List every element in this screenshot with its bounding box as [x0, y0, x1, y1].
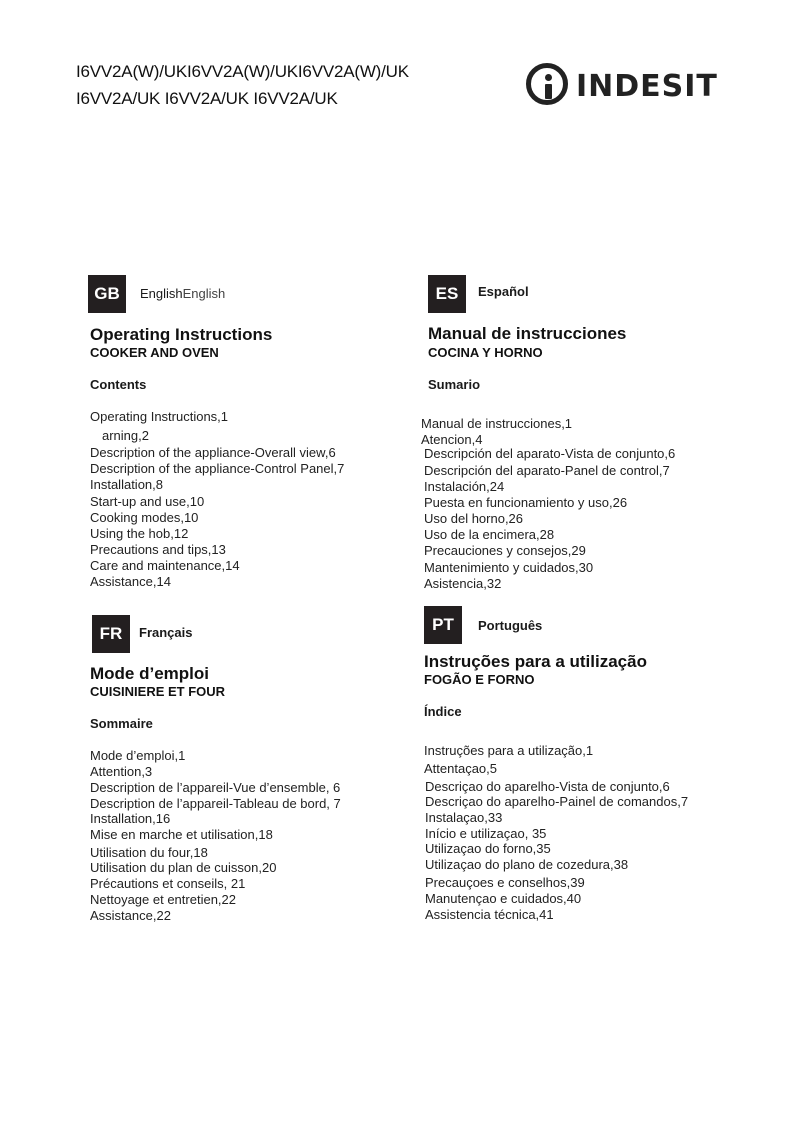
pt-title: Instruções para a utilização — [424, 652, 647, 671]
es-toc-item: Asistencia,32 — [424, 576, 502, 591]
pt-badge: PT — [424, 606, 462, 644]
fr-toc-item: Description de l’appareil-Vue d’ensemble, 6 — [90, 780, 341, 795]
gb-toc-item: arning,2 — [102, 428, 149, 443]
fr-toc-item: Description de l’appareil-Tableau de bord, 7 — [90, 796, 341, 811]
es-toc-item: Mantenimiento y cuidados,30 — [424, 560, 594, 575]
es-toc-item: Descripción del aparato-Vista de conjunto,6 — [424, 446, 676, 461]
es-contents-heading: Sumario — [428, 377, 481, 392]
gb-toc-item: Start-up and use,10 — [90, 494, 205, 509]
gb-toc-item: Cooking modes,10 — [90, 510, 199, 525]
es-toc-item: Puesta en funcionamiento y uso,26 — [424, 495, 628, 510]
model-line-1: I6VV2A(W)/UKI6VV2A(W)/UKI6VV2A(W)/UK — [76, 62, 409, 81]
pt-toc-item: Início e utilizaçao, 35 — [425, 826, 547, 841]
es-title: Manual de instrucciones — [428, 324, 627, 343]
gb-subtitle: COOKER AND OVEN — [90, 345, 219, 360]
fr-toc-item: Assistance,22 — [90, 908, 171, 923]
pt-subtitle: FOGÃO E FORNO — [424, 672, 535, 687]
pt-toc-item: Utilizaçao do forno,35 — [425, 841, 551, 856]
pt-toc-item: Attentaçao,5 — [424, 761, 497, 776]
pt-toc-item: Instalaçao,33 — [425, 810, 503, 825]
pt-toc-item: Instruções para a utilização,1 — [424, 743, 594, 758]
pt-toc-item: Precauçoes e conselhos,39 — [425, 875, 585, 890]
fr-contents-heading: Sommaire — [90, 716, 153, 731]
indesit-i-icon — [526, 63, 568, 105]
fr-toc-item: Précautions et conseils, 21 — [90, 876, 246, 891]
fr-toc-item: Mode d’emploi,1 — [90, 748, 186, 763]
gb-toc-item: Assistance,14 — [90, 574, 171, 589]
gb-language-b: English — [182, 286, 226, 301]
es-language: Español — [478, 284, 529, 299]
pt-contents-heading: Índice — [424, 704, 462, 719]
fr-toc-item: Mise en marche et utilisation,18 — [90, 827, 273, 842]
gb-toc-item: Installation,8 — [90, 477, 163, 492]
es-subtitle: COCINA Y HORNO — [428, 345, 543, 360]
gb-language — [140, 286, 225, 301]
pt-toc-item: Descriçao do aparelho-Vista de conjunto,6 — [425, 779, 670, 794]
gb-toc-item: Using the hob,12 — [90, 526, 189, 541]
es-badge: ES — [428, 275, 466, 313]
fr-toc-item: Utilisation du plan de cuisson,20 — [90, 860, 277, 875]
pt-language: Português — [478, 618, 543, 633]
model-numbers — [76, 58, 409, 112]
brand-name: INDESIT — [576, 69, 718, 104]
fr-badge: FR — [92, 615, 130, 653]
fr-subtitle: CUISINIERE ET FOUR — [90, 684, 226, 699]
es-toc-item: Uso del horno,26 — [424, 511, 524, 526]
gb-toc-item: Care and maintenance,14 — [90, 558, 240, 573]
gb-contents-heading: Contents — [90, 377, 147, 392]
gb-title: Operating Instructions — [90, 325, 273, 344]
es-toc-item: Descripción del aparato-Panel de control,7 — [424, 463, 670, 478]
pt-toc-item: Assistencia técnica,41 — [425, 907, 554, 922]
fr-language: Français — [139, 625, 193, 640]
es-toc-item: Atencion,4 — [421, 432, 483, 447]
indesit-logo — [526, 63, 726, 115]
gb-toc-item: Description of the appliance-Control Panel,7 — [90, 461, 345, 476]
es-toc-item: Precauciones y consejos,29 — [424, 543, 586, 558]
gb-badge: GB — [88, 275, 126, 313]
fr-toc-item: Utilisation du four,18 — [90, 845, 208, 860]
gb-language-a: English — [140, 286, 183, 301]
fr-title: Mode d’emploi — [90, 664, 209, 683]
fr-toc-item: Nettoyage et entretien,22 — [90, 892, 236, 907]
fr-toc-item: Installation,16 — [90, 811, 171, 826]
gb-toc-item: Operating Instructions,1 — [90, 409, 229, 424]
pt-toc-item: Descriçao do aparelho-Painel de comandos,7 — [425, 794, 689, 809]
gb-toc-item: Precautions and tips,13 — [90, 542, 226, 557]
fr-toc-item: Attention,3 — [90, 764, 153, 779]
es-toc-item: Instalación,24 — [424, 479, 505, 494]
pt-toc-item: Manutençao e cuidados,40 — [425, 891, 582, 906]
es-toc-item: Uso de la encimera,28 — [424, 527, 555, 542]
gb-toc-item: Description of the appliance-Overall view,6 — [90, 445, 336, 460]
model-line-2: I6VV2A/UK I6VV2A/UK I6VV2A/UK — [76, 89, 338, 108]
es-toc-item: Manual de instrucciones,1 — [421, 416, 573, 431]
pt-toc-item: Utilizaçao do plano de cozedura,38 — [425, 857, 629, 872]
